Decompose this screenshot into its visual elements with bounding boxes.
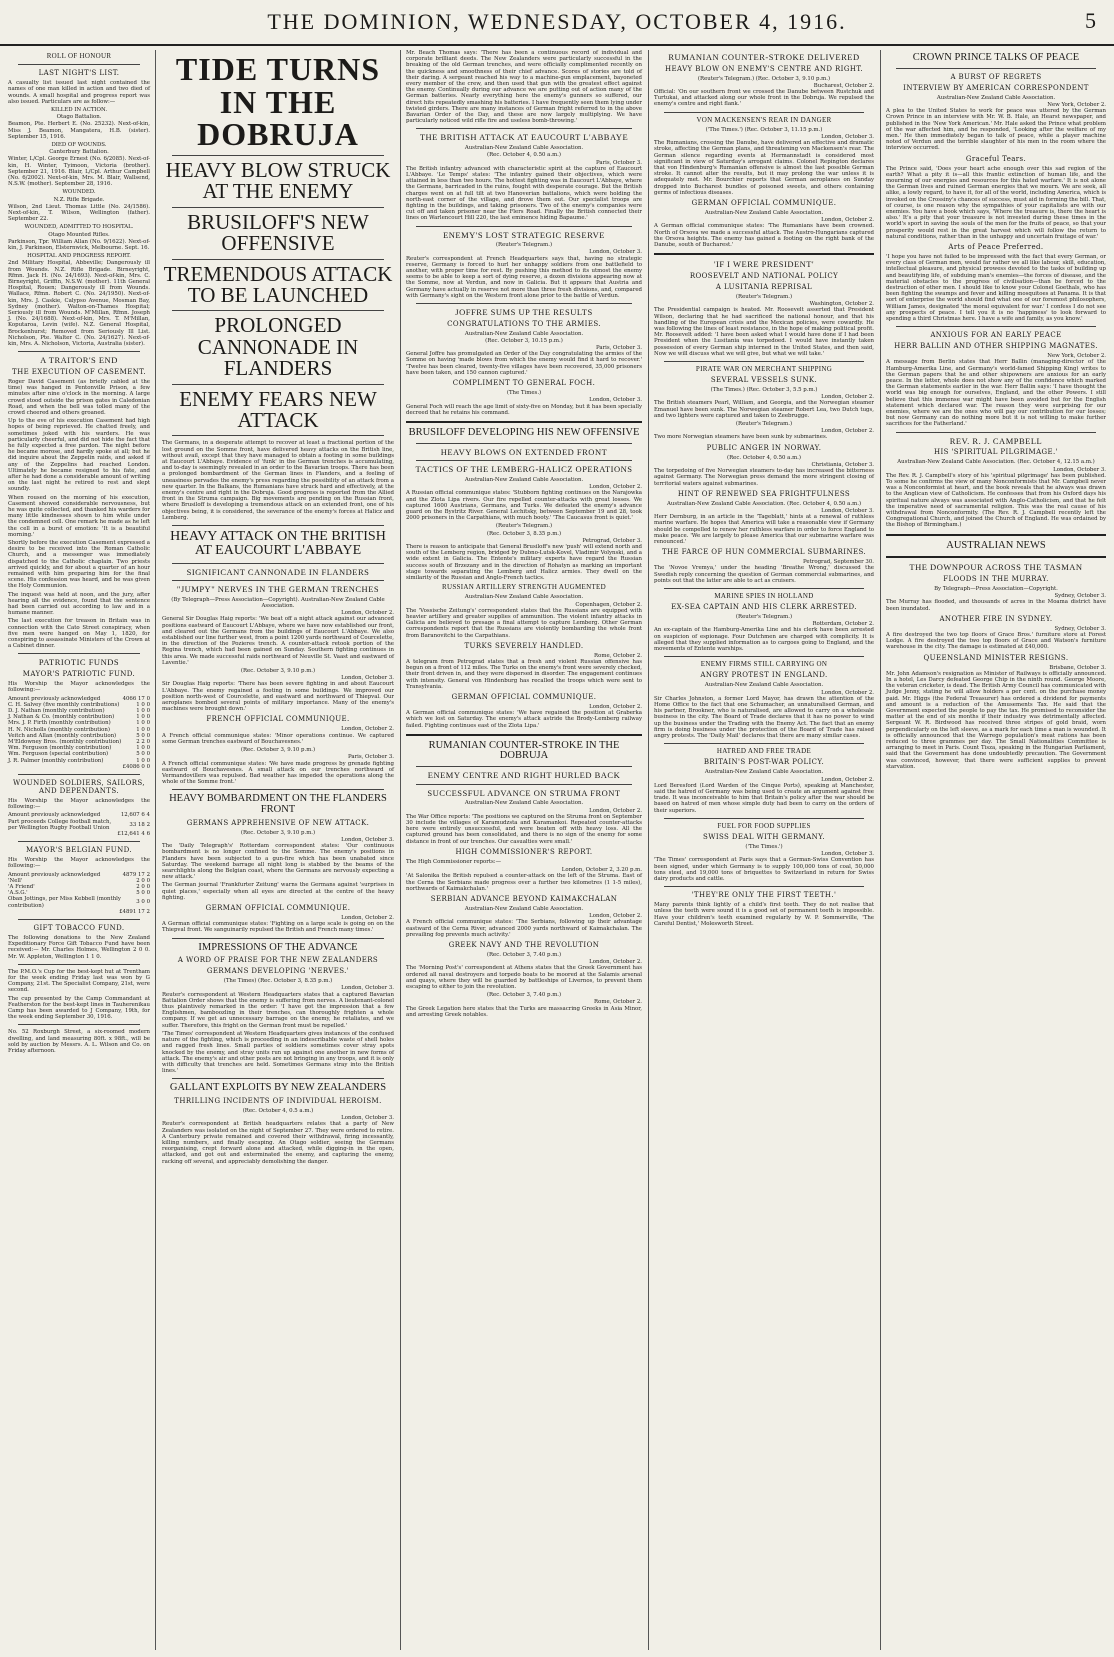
- dateline: New York, October 2.: [1047, 353, 1106, 360]
- belgian-fund-heading: MAYOR'S BELGIAN FUND.: [25, 846, 133, 855]
- subscription-amount: 12,607 6 4: [120, 812, 150, 819]
- credit-line: (The Times) (Rec. October 3, 8.35 p.m.): [223, 978, 333, 985]
- credit-line: (Reuter's Telegram.): [495, 523, 553, 530]
- dateline: London, October 2.: [821, 689, 874, 696]
- subscriber-name: M'Eldowney Bros. (monthly contribution): [8, 738, 122, 745]
- dateline: London, October 2, 3.20 p.m.: [561, 867, 642, 874]
- dateline: Christiania, October 3.: [811, 461, 874, 468]
- article-paragraph: The Rumanians, crossing the Danube, have delivered an effective and dramatic stroke, affecting the German plans, and threatening von Mackensen's rear. The German silence regarding events at Hermannstadt is considered most significant in view of Saturday's arrogant claims. Colonel Repington declares that von Hindenburg's Rumanian offensive is almost the last possible German stroke. It cannot alter the results, but it may prolong the war unless it is adequately met. Mr. Bourchier reports that German aeroplanes on Sunday dropped into Bucharest bundles of poisoned sweets, and others containing germs of infectious diseases.: [654, 140, 874, 196]
- subscription-amount: 5 0 0: [136, 890, 150, 897]
- credit-line: Australian-New Zealand Cable Association.: [464, 476, 584, 483]
- article-paragraph: 'At Salonika the British repulsed a counter-attack on the left of the Struma. East of the Cerna the Serbians made progress over a further two kilometres (1 1-5 miles), northwards of Kaimakchalan.': [406, 873, 642, 892]
- subscriber-name: Wm. Ferguson (special contribution): [8, 751, 109, 758]
- camp-cup-text: The cup presented by the Camp Commandant at Featherston for the best-kept lines in Tauherenikau Camp has been awarded to J Company, 19th, for the week ending September 30, 1916.: [8, 995, 150, 1021]
- section-headline: HEAVY BOMBARDMENT ON THE FLANDERS FRONT: [169, 793, 387, 816]
- subheading: FLOODS IN THE MURRAY.: [943, 574, 1049, 583]
- article-paragraph: The 'Morning Post's' correspondent at Athens states that the Greek Government has ordered all naval destroyers and torpedo boats to be moored at the Salamis arsenal and quays, where they will be guarded by battleships of Livernos, to prevent them escaping to either to join the revolution.: [406, 965, 642, 990]
- credit-line: (Reuter's Telegram.): [495, 242, 553, 249]
- subscription-amount: 1 0 0: [136, 714, 150, 721]
- subheading: GREEK NAVY AND THE REVOLUTION: [448, 940, 600, 949]
- article-paragraph: Shortly before the execution Casement expressed a desire to be received into the Roman Catholic Church, and a messenger was immediately dispatched to the Catholic chaplain. Two priests arrived quickly, and for about a quarter of an hour remained with him preparing him for the final scene. His confession was heard, and he was given the Holy Communion.: [8, 539, 150, 590]
- subheading: Arts of Peace Preferred.: [948, 242, 1044, 251]
- dateline: Paris, October 3.: [595, 159, 642, 166]
- subheading: A LUSITANIA REPRISAL: [715, 282, 813, 291]
- column-rule: [648, 50, 649, 1650]
- subscription-amount: 2 2 0: [136, 738, 150, 745]
- gift-fund-heading: GIFT TOBACCO FUND.: [33, 923, 125, 932]
- subscriber-name: Veitch and Allan (monthly contribution): [8, 732, 117, 739]
- article-paragraph: The 'Vossische Zeitung's' correspondent states that the Russians are equipped with heavier artillery and greater supplies of ammunition. The violent infantry attacks in Galicia are believed to presage a final attempt to capture Lemberg. Other German correspondents report that the Russians are violently bombarding the whole front from Baranovitchi to the Carpathians.: [406, 607, 642, 639]
- article-paragraph: When roused on the morning of his execution, Casement showed considerable nervousness, but he was quite collected, and thanked his warders for many little kindnesses shown to him while under the condemned cell. One remark he made as he left the cell in a burst of emotion: 'It is a beautiful morning.': [8, 494, 150, 538]
- section-headline: REV. R. J. CAMPBELL: [949, 435, 1043, 446]
- belgian-fund-table: [8, 872, 150, 909]
- subscriber-name: Oban Jottings, per Miss Kebbell (monthly contribution): [8, 896, 121, 909]
- dateline: London, October 2.: [341, 610, 394, 617]
- dateline: Petrograd, September 30.: [803, 559, 874, 566]
- credit-line: (Reuter's Telegram.): [735, 421, 793, 428]
- article-paragraph: The British infantry advanced with characteristic spirit at the capture of Eaucourt L'Abbaye. 'Le Temps' states: 'The infantry gained their objectives, which were attained in less than two hours. The hottest fighting was in Eaucourt L'Abbaye, where the Germans, barricaded in the ruins, fought with desperate courage. But the British charges went on at full tilt at two Hanoverian battalions, which were holding the north-east corner of the village, and drove them out. Our specialist troops are fighting in the buildings, and taking prisoners. Two of the enemy's companies were cut off and taken prisoner near the Flers Road. Finally the British connected their lines on Warlencourt Hill 220, the last eminence hiding Bapaume.': [406, 165, 642, 222]
- article-paragraph: The 'Novoe Vremya,' under the heading 'Breathe Wrong,' discussed the Swedish reply concerning the question of German commercial submarines, and points out that the latter are able to act as cruisers.: [654, 565, 874, 584]
- dateline: Paris, October 3.: [347, 754, 394, 761]
- article-paragraph: An ex-captain of the Hamburg-Amerika Line and his clerk have been arrested on suspicion of espionage. Four Dutchmen are charged with complicity. It is alleged that they supplied information as to cargoes going to England, and the movements of Entente warships.: [654, 627, 874, 653]
- section-headline: MARINE SPIES IN HOLLAND: [714, 591, 814, 600]
- subheading: COMPLIMENT TO GENERAL FOCH.: [452, 379, 596, 388]
- wounded-heading: WOUNDED.: [62, 189, 96, 196]
- subscription-amount: 1 0 0: [136, 726, 150, 733]
- roll-intro: A casualty list issued last night contained the names of one man killed in action and two died of wounds. A small hospital and progress report was also issued. Particulars are as follow:—: [8, 80, 150, 105]
- dateline: London, October 2.: [341, 726, 394, 733]
- subheading: THE FARCE OF HUN COMMERCIAL SUBMARINES.: [661, 548, 867, 557]
- column-1: [4, 50, 154, 1650]
- subheading: GERMANS DEVELOPING 'NERVES.': [206, 967, 350, 976]
- killed-heading: KILLED IN ACTION.: [50, 106, 108, 113]
- credit-line: Australian-New Zealand Cable Association.: [464, 330, 584, 337]
- credit-line: (The Times.): [506, 390, 542, 397]
- subscription-amount: 5 0 0: [136, 732, 150, 739]
- subscription-amount: 2 0 0: [136, 883, 150, 890]
- section-headline: GALLANT EXPLOITS BY NEW ZEALANDERS: [169, 1082, 387, 1094]
- subscription-amount: 2 0 0: [136, 877, 150, 884]
- article-paragraph: A French official communique states: 'The Serbians, following up their advantage eastward of the Cerna River, advanced 2000 yards northward of Kaimakchalan. The prevailing fog prevents much activity.': [406, 919, 642, 938]
- subheading: GERMANS APPREHENSIVE OF NEW ATTACK.: [186, 818, 370, 827]
- section-headline: 'IF I WERE PRESIDENT': [713, 259, 815, 270]
- subheading: HIS 'SPIRITUAL PILGRIMAGE.': [933, 448, 1059, 457]
- credit-line: Australian-New Zealand Cable Association.: [464, 594, 584, 601]
- dateline: London, October 3.: [341, 985, 394, 992]
- dateline: London, October 2.: [589, 484, 642, 491]
- subheading: ANGRY PROTEST IN ENGLAND.: [700, 671, 828, 680]
- traitor-subhead: THE EXECUTION OF CASEMENT.: [12, 367, 146, 376]
- section-headline: HATRED AND FREE TRADE: [716, 747, 812, 756]
- dateline: Rotterdam, October 2.: [812, 621, 874, 628]
- section-headline: JOFFRE SUMS UP THE RESULTS: [455, 307, 593, 318]
- dateline: London, October 2.: [589, 807, 642, 814]
- subscription-row: [8, 812, 150, 818]
- subscriber-name: Amount previously acknowledged: [8, 871, 101, 878]
- credit-line: Australian-New Zealand Cable Association.: [704, 210, 824, 217]
- article-paragraph: The torpedoing of five Norwegian steamers to-day has increased the bitterness against Germany. The Norwegian press demand the more stringent closing of territorial waters against submarines.: [654, 468, 874, 487]
- dateline: London, October 3.: [341, 836, 394, 843]
- dateline: London, October 3.: [341, 675, 394, 682]
- dateline: London, October 3.: [589, 249, 642, 256]
- pmo-cup-text: The P.M.O.'s Cup for the best-kept hut at Trentham for the week ending Friday last was won by G Company, 21st. The Specialist Company, 21st, were second.: [8, 968, 150, 994]
- received-time: (Rec. October 3, 8.35 p.m.): [486, 530, 562, 537]
- section-subheadline: ENEMY CENTRE AND RIGHT HURLED BACK: [427, 770, 621, 781]
- subheading: HERR BALLIN AND OTHER SHIPPING MAGNATES.: [894, 342, 1098, 351]
- dateline: London, October 2.: [341, 914, 394, 921]
- subheading: A BURST OF REGRETS: [950, 72, 1042, 81]
- dateline: London, October 2.: [589, 959, 642, 966]
- subscription-amount: 3 0 0: [136, 899, 150, 906]
- credit-line: Australian-New Zealand Cable Association.: [936, 94, 1056, 101]
- dateline: Brisbane, October 3.: [1049, 664, 1106, 671]
- main-headline: TIDE TURNS IN THE DOBRUJA: [175, 51, 381, 153]
- headline-deck: BRUSILOFF'S NEW OFFENSIVE: [187, 209, 369, 256]
- subheading: HINT OF RENEWED SEA FRIGHTFULNESS: [677, 489, 851, 498]
- credit-line: (Reuter's Telegram.): [735, 614, 793, 621]
- article-paragraph: The Prince said, 'Does your heart ache enough over this sad region of the earth? What a pity it is—all this frantic extinction of human life, and the mourning of our energies and resources for this hated warfare.' It is not alone the German lives and ruined German energies that we mourn. We are seek, all alike, a lowly regard, to have it, for all of the world, including America, which is invoked on the Crossiny's chances of success, must aid in forming the bill. That, of course, is one reason why the sympathies of your capitalists are with our enemies. You have a book which says, 'Where the treasure is, there the heart is also.' It's a pity that your treasure is not invested during these times in the world's sport in saving the souls of the men for the fruits of peace, so that your prosperity would rest in the great harvest which will follow the return to natural conditions, rather than in the unhappy and uncertain fruitage of war.': [886, 165, 1106, 240]
- article-paragraph: Mr. John Adamson's resignation as Minister of Railways is officially announced. In a hotel, Les Darcy defeated George Chip in the ninth round. George Moore, the veteran cricketer, is dead. The British Army Council has communicated with Judge Jenny, stating he will allow holders a per cent. on the purchase money paid. Mr. Higgs (the Federal Treasurer) has ordered a dividend for payments and amount is a reduction of the Amusements Tax. He said that the Government expected the people to pay the tax. He promised to reconsider the matter at the end of six months if their industry was detrimentally affected. Sergeant W. R. Birdwood has received three stripes of gold braid, worn perpendicularly on the left sleeve, as a mark for each time a man is wounded. It is officially announced that the Warrego population's meat rations has been reduced to three grammes per day. The Small Nationalities Committee is arranging to meet in Paris. Count Tisza, speaking in the Hungarian Parliament, said that the Government has done undoubtedly precaution. The Government was convinced, however, that there were sufficient supplies to prevent starvation.: [886, 670, 1106, 770]
- received-time: (Rec. October 3, 10.15 p.m.): [485, 337, 563, 344]
- died-of-wounds-entry: Winter, L/Cpl. George Ernest (No. 6/2085). Next-of-kin, H. Winter, Tyimoon, Victoria (brother). September 21, 1916. Blair, L/Cpl. Arthur Campbell (No. 6/2002). Next-of-kin, Mrs. M. Blair, Wallsend, N.S.W. (mother). September 28, 1916.: [8, 156, 150, 188]
- section-headline: IMPRESSIONS OF THE ADVANCE: [198, 941, 358, 953]
- section-headline: FUEL FOR FOOD SUPPLIES: [717, 821, 811, 830]
- hospital-admitted-unit: Otago Mounted Rifles.: [48, 231, 110, 238]
- article-paragraph: Roger David Casement (as briefly cabled at the time) was hanged in Pentonville Prison, a few minutes after nine o'clock in the morning. A large crowd stood outside the prison gates in Caledonian Road, and when the bell was tolled many of the crowd cheered and others groaned.: [8, 378, 150, 416]
- advertisement-text: Many parents think lightly of a child's first teeth. They do not realise that unless the teeth were sound it is a good set of permanent teeth is impossible. Have your children's teeth examined regularly by W. P. Sommerville, 'The Careful Dentist,' Molesworth Street.: [654, 902, 874, 927]
- subheading: GERMAN OFFICIAL COMMUNIQUE.: [451, 692, 597, 701]
- wounded-fund-total: £12,641 4 6: [117, 830, 150, 837]
- dateline: Washington, October 2.: [809, 301, 874, 308]
- belgian-fund-total: £4891 17 2: [119, 908, 150, 915]
- subscriber-name: 'A Friend': [8, 883, 35, 890]
- article-paragraph: Sir Douglas Haig reports: 'There has been severe fighting in and about Eaucourt L'Abbaye. The enemy regained a footing in some buildings. We improved our position north-west of Courcelette, and eastward and northward of Thiepval. Our aeroplanes bombed several points of military importance. Many of the enemy's machines were brought down.': [162, 681, 394, 713]
- headline-deck: TREMENDOUS ATTACK TO BE LAUNCHED: [163, 261, 393, 307]
- subscriber-name: Mrs. J. P. Firth (monthly contribution): [8, 720, 111, 727]
- column-2: [158, 50, 398, 1650]
- subheading: THRILLING INCIDENTS OF INDIVIDUAL HEROISM.: [174, 1097, 382, 1106]
- article-paragraph: A German official communique states: 'The Rumanians have been crowned. North of Orsova we made a successful attack. The Austro-Hungarians captured the Orsova heights. The enemy has gained a footing on the right bank of the Danube, south of Bucharest.': [654, 223, 874, 249]
- credit-line: Australian-New Zealand Cable Association.: [704, 682, 824, 689]
- killed-unit: Otago Battalion.: [56, 114, 102, 121]
- dateline: Copenhagen, October 2.: [575, 601, 642, 608]
- dateline: London, October 2.: [589, 703, 642, 710]
- page-number: 5: [1085, 8, 1096, 33]
- article-paragraph: Herr Dernburg, in an article in the 'Tageblatt,' hints at a renewal of ruthless marine warfare. He hopes that America will take a reasonable view if Germany should be compelled to renew her ruthless warfare in order to force England to make peace. 'We are largely to please America that our submarine warfare was renounced.': [654, 514, 874, 545]
- credit-line: Australian-New Zealand Cable Association. (Rec. October 4, 12.15 a.m.): [897, 459, 1095, 466]
- dateline: London, October 3.: [589, 397, 642, 404]
- subscriber-name: J. R. Palmer (monthly contribution): [8, 757, 104, 764]
- received-time: (Rec. October 3, 9.10 p.m.): [240, 668, 316, 675]
- subheading: Graceful Tears.: [965, 154, 1027, 163]
- subheading: TURKS SEVERELY HANDLED.: [464, 641, 584, 650]
- hospital-admitted-entry: Parkinson, Tpr. William Allan (No. 9/1622). Next-of-kin, J. Parkinson, Elsternwick, Melbourne. Sept. 16.: [8, 238, 150, 251]
- dateline: Sydney, October 3.: [1054, 593, 1106, 600]
- credit-line: Australian-New Zealand Cable Association.: [464, 905, 584, 912]
- article-paragraph: Lord Beresford (Lord Warden of the Cinque Ports), speaking at Manchester, said the hatred of Germany was being used to create an argument against free trade. It was inconceivable to him that Britain's policy after the war should be based on hatred of men whose simple duty had been to carry on the orders of their superiors.: [654, 782, 874, 814]
- mayor-fund-intro: His Worship the Mayor acknowledges the following:—: [8, 681, 150, 694]
- section-subheadline: "JUMPY" NERVES IN THE GERMAN TRENCHES: [176, 584, 380, 595]
- subscriber-name: Wm. Ferguson (monthly contribution): [8, 745, 112, 752]
- article-paragraph: General Sir Douglas Haig reports: 'We beat off a night attack against our advanced positions eastward of Eaucourt L'Abbaye, where we have now established our front, and cleared out the Germans from the buildings of Eaucourt L'Abbaye. We also established our line further west, from a point 1200 yards northward of Courcelette, in the direction of the Pozieres trench. A counter-attack retook portion of the Regina trench, which had been gained on Sunday. Southern fighting continues in this area. We made successful raids northward of Neuville St. Vaast and eastward of Laventie.': [162, 616, 394, 666]
- article-paragraph: A telegram from Petrograd states that a fresh and violent Russian offensive has begun on a front of 112 miles. The Turks on the enemy's front were severely checked, their front driven in, and they were dispersed in disorder. The engagement continues with intensity. General von Hindenburg has recalled the troops which were sent to Transylvania.: [406, 658, 642, 690]
- subscription-row: [8, 819, 150, 831]
- article-paragraph: General Foch will reach the age limit of sixty-five on Monday, but it has been specially decreed that he retains his command.: [406, 403, 642, 416]
- section-subheadline: TACTICS OF THE LEMBERG-HALICZ OPERATIONS: [415, 464, 633, 475]
- wounded-fund-intro: His Worship the Mayor acknowledges the following:—: [8, 797, 150, 811]
- article-paragraph: A German official communique states: 'We have regained the position at Graberka which we lost on Saturday. The enemy's attack astride the Brody-Lemberg railway failed. Fighting continues east of the Zlota Lipa.': [406, 710, 642, 729]
- dateline: London, October 2.: [821, 428, 874, 435]
- subscriber-name: C. H. Salvey (five monthly contributions): [8, 701, 120, 708]
- subheading: PUBLIC ANGER IN NORWAY.: [706, 443, 822, 452]
- article-paragraph: Official: 'On our southern front we crossed the Danube between Rustchuk and Turtukai, and attacked along our whole front in the Dobruja. We repulsed the enemy's centre and right flank.': [654, 89, 874, 108]
- subheading: GERMAN OFFICIAL COMMUNIQUE.: [205, 903, 351, 912]
- headline-deck: ENEMY FEARS NEW ATTACK: [179, 386, 377, 432]
- dateline: Rome, October 2.: [594, 652, 642, 659]
- dateline: London, October 3.: [821, 507, 874, 514]
- dateline: Petrograd, October 3.: [582, 537, 642, 544]
- subscription-amount: 1 0 0: [136, 757, 150, 764]
- died-of-wounds-heading: DIED OF WOUNDS.: [51, 141, 107, 148]
- dateline: London, October 2.: [589, 913, 642, 920]
- article-paragraph: 'The Times' correspondent at Western Headquarters gives instances of the confused nature of the fighting, which is proceeding in an indescribable waste of shell holes and ragged fresh lines. Small parties of soldiers sometimes cover stray spots knocked by the enemy, and stray units run up against one another in new forms of attack. The enemy's air and other posts are not bringing in any troops, and it is only with difficulty that trenches are held. Sometimes Germans stray into the British lines.': [162, 1030, 394, 1075]
- column-rule: [880, 50, 881, 1650]
- article-paragraph: The Presidential campaign is heated. Mr. Roosevelt asserted that President Wilson, declaring that he had sacrificed the national honour, and that his handling of the European crisis and the Mexican policies, were cowardly. He was following the lines of least resistance, in the hope of making political profit. Mr. Roosevelt added: 'I have been asked what I would have done if I had been President when the Lusitania was torpedoed. I would have instantly taken possession of every German ship interned in the United States, and then said, Now we will discuss what we will give, but what we will take.': [654, 307, 874, 357]
- received-time: (Rec. October 4, 0.50 a.m.): [486, 152, 561, 159]
- article-paragraph: 'I hope you have not failed to be impressed with the fact that every German, or every class of German men, would far rather we all like labour, skill, education, intellectual pleasure, and physical prowess devoted to the tasks of building up and beautifying life, of subduing man's enemies—the forces of disease, and the material obstacles to the progress of civilisation—than be forced to the destruction of other men. I should like to know your Colonel Goethals, who has been fighting the swamps and fever and killing mosquitoes at Panama. It is that sort of enterprise the world should find what one of our foremost philosophers, William James, designated 'the moral equivalent for war.' I confess I do not see any prospects of peace. I tell you it is no 'happiness' to look forward to spending a third Christmas here. I have a wife and family, as you know.': [886, 253, 1106, 322]
- wounded-unit: N.Z. Rifle Brigade.: [53, 196, 105, 203]
- hospital-admitted-heading: WOUNDED, ADMITTED TO HOSPITAL.: [24, 224, 134, 231]
- section-headline: ENEMY FIRMS STILL CARRYING ON: [700, 660, 828, 669]
- credit-line: Australian-New Zealand Cable Association.: [704, 769, 824, 776]
- roll-subhead: LAST NIGHT'S LIST.: [38, 69, 120, 78]
- subheading: ANOTHER FIRE IN SYDNEY.: [939, 614, 1053, 623]
- article-paragraph: The German journal 'Frankfurter Zeitung' warns the Germans against 'surprises in quiet places,' especially when all eyes are directed at the centre of the heavy fighting.: [162, 882, 394, 901]
- section-headline: BRUSILOFF DEVELOPING HIS NEW OFFENSIVE: [408, 426, 640, 438]
- article-paragraph: The inquest was held at noon, and the jury, after hearing all the evidence, found that the sentence had been carried out according to law and in a humane manner.: [8, 591, 150, 617]
- subscriber-name: H. N. Nicholls (monthly contribution): [8, 726, 110, 733]
- credit-line: (By Telegraph—Press Association—Copyright). Australian-New Zealand Cable Association.: [171, 596, 385, 610]
- subscriber-name: Amount previously acknowledged: [8, 695, 101, 702]
- section-headline: AUSTRALIAN NEWS: [946, 539, 1046, 551]
- article-paragraph: A message from Berlin states that Herr Ballin (managing-director of the Hamburg-Amerika Line, and Germany's world-famed Shipping King) writes to the German papers that he and other shipowners are anxious for an early peace. In the letter, whole does not show any of the confidence which marked the German statements earlier in the war. Herr Ballin says: 'I have thought the world was big enough for ourselves, England, and the other Powers. I still believe that this immense war might have been avoided but for the English statement which declared war. The reason they were surprising for our enemies, where we are the ones who will pay our contribution for our losses; but now Germany can do nothing more but it is not willing to make further sacrifices for the Fatherland.': [886, 359, 1106, 428]
- article-paragraph: The Rev. R. J. Campbell's story of his 'spiritual pilgrimage' has been published. To some he confirms the view of many Nonconformists that Mr. Campbell never was a Nonconformist at heart, and the book reveals that he always was drawn to the Anglican view of Catholicism. He confesses that from his Oxford days his spiritual nature always was associated with Anglo-Catholicism, and that he felt the imperative need of sacramental religion. This was the real cause of his withdrawal from Nonconformity. (The Rev. R. J. Campbell recently left the Congregational Church, and joined the Church of England. He was ordained by the Bishop of Birmingham.): [886, 472, 1106, 529]
- auction-notice: No. 52 Roxburgh Street, a six-roomed modern dwelling, and land measuring 80ft. x 98ft., will be sold by auction by Messrs. A. L. Wilson and Co. on Friday afternoon.: [8, 1029, 150, 1055]
- received-time: (Rec. October 3, 7.40 p.m.): [486, 992, 562, 999]
- subscription-row: [8, 872, 150, 878]
- article-paragraph: A plea to the United States to work for peace was uttered by the German Crown Prince in an interview with Mr. W. B. Hale, an Hearst newspaper, and published in the 'New York American.' Mr. Hale asked the Prince what problem of the war affected him, and he responded, 'Looking after the welfare of my men.' He then immediately began to talk of peace, while a player machine noted of Verdun and the terrible slaughter of his men in the room where the interview occurred.: [886, 108, 1106, 152]
- roll-of-honour-headline: ROLL OF HONOUR: [46, 52, 112, 60]
- subscriber-name: Part proceeds College football match, per Wellington Rugby Football Union: [8, 818, 112, 831]
- wounded-entry: Wilson, 2nd Lieut. Thomas Little (No. 24/1586). Next-of-kin, T. Wilson, Wellington (father). September 22.: [8, 203, 150, 223]
- killed-entry: Beamon, Pte. Herbert E. (No. 25232). Next-of-kin, Miss J. Beamon, Mangatera, H.B. (sister). September 15, 1916.: [8, 121, 150, 140]
- headline-deck: PROLONGED CANNONADE IN FLANDERS: [197, 313, 359, 381]
- article-paragraph: The 'Daily Telegraph's' Rotterdam correspondent states: 'Our continuous bombardment is no longer confined to the Somme. The enemy's positions in Flanders have been subjected to a gun-fire which has been unabated since Saturday. The weekend barrage all night long is stabbed by the beams of the searchlights along the Belgian coast, where the Germans are nervously expecting a new attack.': [162, 843, 394, 881]
- dateline: London, October 3.: [821, 851, 874, 858]
- subscription-amount: 1 0 0: [136, 707, 150, 714]
- received-time: (Rec. October 3, 9.10 p.m.): [240, 829, 316, 836]
- article-paragraph: A French official communique states: 'We have made progress by grenade fighting eastward of Bouchavesnes. A small attack on our trenches northward of Vermandovillers was repulsed. Bad weather has impeded the operations along the whole of the Somme front.': [162, 760, 394, 786]
- column-3: [402, 50, 646, 1650]
- received-time: (Rec. October 4, 0.5 a.m.): [242, 1108, 314, 1115]
- dateline: London, October 2.: [821, 394, 874, 401]
- subscription-amount: 4879 17 2: [122, 871, 150, 878]
- article-paragraph: A French official communique states: 'Minor operations continue. We captured some German trenches eastward of Bouchavesnes.': [162, 732, 394, 745]
- section-headline: VON MACKENSEN'S REAR IN DANGER: [696, 115, 832, 124]
- column-5: [882, 50, 1110, 1650]
- dateline: London, October 3.: [341, 1115, 394, 1122]
- credit-line: ('The Times.'): [745, 843, 783, 850]
- subscriber-name: 'Nell': [8, 877, 23, 884]
- dateline: London, October 3.: [1053, 466, 1106, 473]
- section-headline: THE BRITISH ATTACK AT EAUCOURT L'ABBAYE: [419, 132, 629, 143]
- subheading: HIGH COMMISSIONER'S REPORT.: [455, 847, 593, 856]
- credit-line: (Reuter's Telegram.): [735, 293, 793, 300]
- credit-line: ('The Times.') (Rec. October 3, 11.15 p.m.): [705, 126, 823, 133]
- dateline: Rome, October 2.: [594, 999, 642, 1006]
- mayor-fund-total: £4086 0 0: [122, 763, 150, 770]
- column-rule: [155, 50, 156, 1650]
- section-headline: CROWN PRINCE TALKS OF PEACE: [912, 52, 1080, 63]
- article-paragraph: Sir Charles Johnston, a former Lord Mayor, has drawn the attention of the Home Office to the fact that one Schumacher, an unnaturalised German, and his partner, Brookner, who is naturalised, are allowed to carry on a wholesale business in the city. The Board of Trade declares that it has no power to wind up the business under the Trading with the Enemy Act. The fact that an enemy firm is doing business under the protection of the Board of Trade has raised angry protests. The 'Daily Mail' declares that there are many similar cases.: [654, 695, 874, 740]
- article-paragraph: The British steamers Pearl, William, and Georgia, and the Norwegian steamer Emanuel have been sunk. The Norwegian steamer Robert Lea, two Dutch tugs, and two lighters were captured and taken to Zeebrugge.: [654, 400, 874, 419]
- subscription-amount: 5 0 0: [136, 751, 150, 758]
- hospital-progress-heading: HOSPITAL AND PROGRESS REPORT.: [27, 253, 131, 260]
- dateline: Sydney, October 3.: [1054, 625, 1106, 632]
- dateline: London, October 2.: [821, 217, 874, 224]
- article-paragraph: General Joffre has promulgated an Order of the Day congratulating the armies of the Somme on having 'made blows from which the enemy would find it hard to recover.' 'Twelve has been cleared, twenty-five villages have been recovered, 35,000 prisoners have been taken, and 150 cannon captured.': [406, 351, 642, 376]
- dateline: London, October 2.: [821, 776, 874, 783]
- mayor-fund-heading: MAYOR'S PATRIOTIC FUND.: [22, 670, 136, 679]
- subheading: SEVERAL VESSELS SUNK.: [710, 376, 818, 385]
- subscriber-name: D. J. Nathan (monthly contribution): [8, 707, 105, 714]
- subscription-amount: 1 0 0: [136, 720, 150, 727]
- subheading: CONGRATULATIONS TO THE ARMIES.: [447, 319, 601, 328]
- wounded-fund-heading: WOUNDED SOLDIERS, SAILORS, AND DEPENDANTS.: [13, 778, 145, 795]
- subscriber-name: Amount previously acknowledged: [8, 812, 101, 819]
- article-paragraph: The Murray has flooded, and thousands of acres in the Moama district have been inundated.: [886, 599, 1106, 612]
- article-paragraph: Up to the eve of his execution Casement had high hopes of being reprieved. He chatted freely, and sometimes joked with his warders. He was particularly cheerful, and did not hide the fact that he fully expected a free pardon. The night before he became morose, and hardly spoke at all; but he did inquire about the Zeppelin raids, and asked if any of the Zeppelins had reached London. Ultimately he became resigned to his fate, and after he had done a considerable amount of writing on the last night he retired to rest and slept soundly.: [8, 418, 150, 493]
- credit-line: Australian-New Zealand Cable Association.: [464, 800, 584, 807]
- article-paragraph: A German official communique states: 'Fighting on a large scale is going on on the Thiepval front. We sanguinarily repulsed the British and French many times.': [162, 921, 394, 934]
- dateline: New York, October 2.: [1047, 101, 1106, 108]
- article-paragraph: Two more Norwegian steamers have been sunk by submarines.: [654, 434, 828, 441]
- headline-deck: HEAVY BLOW STRUCK AT THE ENEMY: [165, 157, 391, 204]
- article-paragraph: Reuter's correspondent at Western Headquarters states that a captured Bavarian Battalion Order shows that the enemy is suffering from nerves. A lieutenant-colonel thus plaintively remarked in the order: 'I have got the impression that a few Englishmen, bamboozling in their trenches, can thoroughly frighten a whole company. If we get an unnecessary barrage on the enemy, he retaliates, and we suffer. Therefore, this fright on the German front must be repelled.': [162, 991, 394, 1029]
- section-subheadline: HEAVY BLOWS ON EXTENDED FRONT: [440, 446, 608, 457]
- article-paragraph: Mr. Beach Thomas says: 'There has been a continuous record of individual and corporate brilliant deeds. The New Zealanders were particularly successful in the breaking of the old German trenches, and were officially complimented recently on the quickness and smoothness of their chief advance. Scores of stories are told of their daring. A sergeant reached his way to a machine-gun emplacement, bayoneted every member of the crew, and then used that gun with the greatest effect against the enemy. Continually during our advance we are putting out of action many of the German batteries. Nearly everything here the enemy's gunners so suffered, our direct hits repeatedly smashing his batteries. I have frequently seen them lying under twisted girders. There are many instances of German fright referred to in the above Bavarian Order of the Day, and these are now largely multiplying. We have particularly noticed wild rifle fire and useless bomb-throwing.': [406, 50, 642, 125]
- article-paragraph: A Russian official communique states: 'Stubborn fighting continues on the Narajowka and the Zlota Lipa rivers. Our fire repelled counter-attacks with great losses. We captured 1600 Austrians, Germans, and Turks. We defeated the enemy's advance guard on the Bystritz River. General Lechitsky, between September 19 and 28, took 2000 prisoners in the Carpathians, with much booty.' 'The Caucasus front is quiet.': [406, 490, 642, 522]
- article-paragraph: 'The Times' correspondent at Paris says that a German-Swiss Convention has been signed, under which Germany is to supply 100,000 tons of coal, 50,000 tons steel, and 19,000 tons of briquettes to Switzerland in return for Swiss dairy products and cattle.: [654, 857, 874, 882]
- subheading: FRENCH OFFICIAL COMMUNIQUE.: [206, 715, 350, 724]
- subheading: HEAVY BLOW ON ENEMY'S CENTRE AND RIGHT.: [664, 64, 864, 73]
- article-paragraph: The Greek Legation here states that the Turks are massacring Greeks in Asia Minor, and arresting Greek notables.: [406, 1005, 642, 1018]
- section-subheadline: THE DOWNPOUR ACROSS THE TASMAN: [909, 562, 1083, 573]
- subscription-amount: 1 0 0: [136, 745, 150, 752]
- subscriber-name: J. Nathan & Co. (monthly contribution): [8, 714, 115, 721]
- dateline: Bucharest, October 2.: [813, 82, 874, 89]
- article-paragraph: There is reason to anticipate that General Brusiloff's new 'push' will extend north and south of the Lemberg region, bridged by Dubno-Lutsk-Kovel, Vladimir Volynski, and a wide extent in Galicia. The Entente's military experts have regard the Russian success south of Brzezany and in the direction of Rohatyn as marking an important stage towards separating the Lemberg and Halicz armies. They dwell on the similarity of the Russian and Anglo-French tactics.: [406, 543, 642, 581]
- column-4: [650, 50, 878, 1650]
- belgian-fund-intro: His Worship the Mayor acknowledges the following:—: [8, 857, 150, 870]
- credit-line: Australian-New Zealand Cable Association. (Rec. October 4, 0.50 a.m.): [666, 500, 862, 507]
- gift-fund-text: The following donations to the New Zealand Expeditionary Force Gift Tobacco Fund have been received:— Mr. Charles Holmes, Wellington 2 0 0. Mr. W. Appleton, Wellington 1 1 0.: [8, 934, 150, 960]
- traitor-headline: A TRAITOR'S END: [40, 355, 118, 366]
- credit-line: (The Times.) (Rec. October 3, 5.5 p.m.): [710, 387, 818, 394]
- article-paragraph: Reuter's correspondent at British headquarters relates that a party of New Zealanders was isolated on the night of September 27. They were ordered to retire. A Canterbury private remained and covered their withdrawal, firing incessantly, killing numbers, and finally escaping. An Otago soldier, seeing the Germans reorganising, crept forward alone and attacked, while digging-in in the open, attacked, and got out and exterminated the enemy, and capturing the enemy, racking off several, and appreciably demolishing the danger.: [162, 1121, 394, 1165]
- article-paragraph: A fire destroyed the two top floors of Grace Bros.' furniture store at Forest Lodge. A fire destroyed the two top floors of Grace and Watson's furniture warehouse in the city. The damage is estimated at £40,000.: [886, 631, 1106, 651]
- subheading: A WORD OF PRAISE FOR THE NEW ZEALANDERS: [177, 956, 379, 965]
- advertisement-heading: 'THEY'RE ONLY THE FIRST TEETH.': [691, 891, 837, 900]
- wounded-fund-table: [8, 812, 150, 831]
- credit-line: By Telegraph—Press Association—Copyright.: [934, 585, 1058, 592]
- subheading: GERMAN OFFICIAL COMMUNIQUE.: [691, 199, 837, 208]
- subheading: ROOSEVELT AND NATIONAL POLICY: [689, 271, 839, 280]
- subscription-amount: 1 0 0: [136, 701, 150, 708]
- article-paragraph: The last execution for treason in Britain was in connection with the Cato Street conspiracy, when five men were hanged on May 1, 1820, for conspiring to assassinate Ministers of the Crown at a Cabinet dinner.: [8, 618, 150, 650]
- dateline: London, October 3.: [821, 134, 874, 140]
- subscription-amount: 33 18 2: [129, 821, 150, 828]
- received-time: (Rec. October 3, 9.10 p.m.): [240, 747, 316, 754]
- section-subheadline: SUCCESSFUL ADVANCE ON STRUMA FRONT: [427, 787, 621, 798]
- section-headline: RUMANIAN COUNTER-STROKE DELIVERED: [668, 52, 860, 62]
- dateline: Paris, October 3.: [595, 345, 642, 352]
- received-time: (Rec. October 3, 7.40 p.m.): [486, 951, 562, 958]
- subheading: INTERVIEW BY AMERICAN CORRESPONDENT: [903, 83, 1089, 92]
- subheading: ANXIOUS FOR AN EARLY PEACE: [930, 331, 1062, 340]
- patriotic-funds-headline: PATRIOTIC FUNDS: [38, 657, 120, 668]
- article-paragraph: The High Commissioner reports:—: [406, 858, 501, 865]
- hospital-progress-entry: 2nd Military Hospital, Abbeville; Dangerously ill from Wounds. N.Z. Rifle Brigade. Birneyright, Rfmn. Jack H. (No. 24/1693). Next-of-kin, Mrs. C. Birneyright, Griffin, N.S.W. (mother). 11th General Hospital, Rouen; Dangerously ill from Wounds. Wallace, Rfmn. Robert C. (No. 24/1950). Next-of-kin, Mrs. J. Caskie, Calypso Avenue, Mosman Bay, Sydney (mother). Walton-on-Thames Hospital; Seriously ill from Wounds. M'Millan, Rfmn. Joseph J. (No. 24/1688). Next-of-kin, Mrs. T. M'Millan, Koputaroa, Levin (wife). N.Z. General Hospital, Brockenhurst; Removed from Seriously Ill List. Nicholson, Pte. Walter C. (No. 24/1627). Next-of-kin, Mrs. A. Nicholson, Victoria, Australia (sister).: [8, 260, 150, 348]
- subheading: SERBIAN ADVANCE BEYOND KAIMAKCHALAN: [430, 894, 618, 903]
- subscription-row: [8, 696, 150, 702]
- subheading: EX-SEA CAPTAIN AND HIS CLERK ARRESTED.: [671, 603, 857, 612]
- died-of-wounds-unit: Canterbury Battalion.: [49, 149, 109, 156]
- section-headline: ENEMY'S LOST STRATEGIC RESERVE: [443, 229, 605, 240]
- subscription-row: [8, 896, 150, 908]
- masthead-title: THE DOMINION, WEDNESDAY, OCTOBER 4, 1916.: [267, 9, 847, 34]
- credit-line: (Reuter's Telegram.) (Rec. October 3, 9.10 p.m.): [697, 75, 831, 82]
- subscription-amount: 4066 17 0: [122, 695, 150, 702]
- section-headline: HEAVY ATTACK ON THE BRITISH AT EAUCOURT L'ABBAYE: [170, 528, 386, 559]
- section-headline: PIRATE WAR ON MERCHANT SHIPPING: [695, 364, 833, 373]
- article-paragraph: The War Office reports: 'The positions we captured on the Struma front on September 30 include the villages of Karamudzsta and Karamankoi. Repeated counter-attacks here were entirely unsuccessful, and were beaten off with heavy loss. All the captured ground has been consolidated, and there is no sign of the enemy for some distance in front of our trenches. Our casualties were small.': [406, 813, 642, 845]
- credit-line: Australian-New Zealand Cable Association.: [464, 145, 584, 152]
- mayor-fund-table: [8, 696, 150, 764]
- subheading: QUEENSLAND MINISTER RESIGNS.: [923, 653, 1069, 662]
- column-rule: [400, 50, 401, 1650]
- subscriber-name: 'A.S.G.': [8, 890, 28, 897]
- lead-paragraph: The Germans, in a desperate attempt to recover at least a fractional portion of the lost ground on the Somme front, have delivered heavy attacks on the British line, without avail, except that they have managed to obtain a footing in some buildings at Eaucourt L'Abbaye. Evidence of 'funk' in the German trenches is accumulating, and to-day is seemingly revealed in an order to the Bavarian troops. There has been a prolonged bombardment of the German lines in Flanders, and a feeling of uneasiness pervades the enemy's press regarding the possibility of an attack from a new quarter. In the Balkans, the Rumanians have struck hard and effectively, at the enemy's centre and right in the Dobruja. Good progress is reported from the Allied front in the Struma campaign. Big movements are pending on the Russian front, where Brusiloff is developing a tremendous attack on an extended front, one of his objectives being, it is considered, the severance of the enemy's forces at Halicz and Lemberg.: [162, 440, 394, 521]
- masthead: [0, 0, 1114, 46]
- section-headline: RUMANIAN COUNTER-STROKE IN THE DOBRUJA: [428, 739, 620, 762]
- subheading: BRITAIN'S POST-WAR POLICY.: [703, 758, 825, 767]
- article-paragraph: Reuter's correspondent at French Headquarters says that, having no strategic reserve, Germany is forced to hurl her unhappy soldiers from one battlefield to another, with proper time for rest. By pushing this method to its utmost the enemy seems to be able to keep a sort of dying reserve, a dozen divisions appearing now at the Somme, now at Verdun, and now in Galicia. But it appears that Austria and Germany have actually in reserve not more than three fresh divisions, and, compared with Germany's sight on the Western front alone prior to the battle of Verdun.: [406, 255, 642, 299]
- section-headline: RUSSIAN ARTILLERY STRENGTH AUGMENTED: [442, 583, 606, 592]
- subheading: SWISS DEAL WITH GERMANY.: [703, 832, 825, 841]
- received-time: (Rec. October 4, 0.50 a.m.): [726, 454, 801, 461]
- section-subheadline: SIGNIFICANT CANNONADE IN FLANDERS: [186, 566, 370, 577]
